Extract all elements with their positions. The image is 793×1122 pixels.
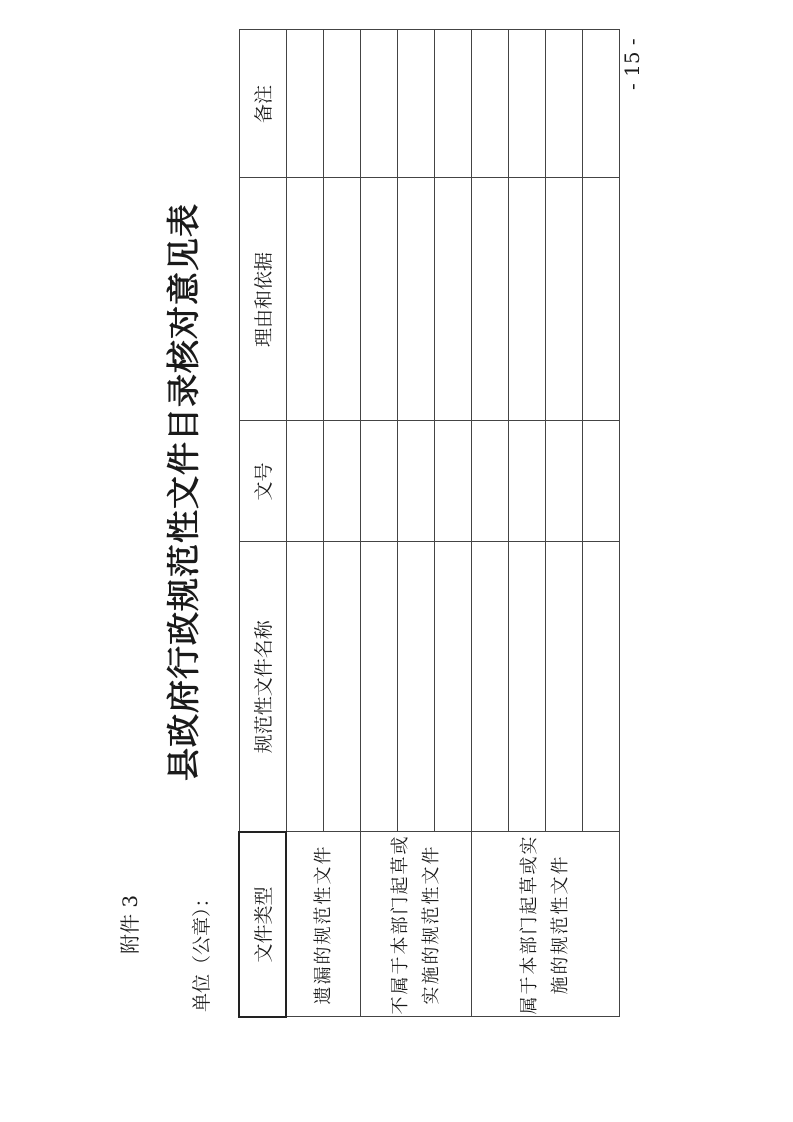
doc-number-cell[interactable] — [545, 421, 582, 542]
file-name-cell[interactable] — [323, 542, 360, 832]
file-type-cell: 遗漏的规范性文件 — [286, 832, 360, 1017]
remark-cell[interactable] — [582, 30, 619, 178]
reason-cell[interactable] — [582, 178, 619, 421]
header-reason-basis: 理由和依据 — [239, 178, 286, 421]
reason-cell[interactable] — [471, 178, 508, 421]
document-title: 县政府行政规范性文件目录核对意见表 — [164, 203, 203, 781]
file-name-cell[interactable] — [582, 542, 619, 832]
remark-cell[interactable] — [397, 30, 434, 178]
remark-cell[interactable] — [545, 30, 582, 178]
remark-cell[interactable] — [323, 30, 360, 178]
verification-table — [238, 30, 620, 1019]
attachment-label: 附件 3 — [118, 894, 142, 954]
table-row — [286, 30, 323, 1017]
doc-number-cell[interactable] — [434, 421, 471, 542]
remark-cell[interactable] — [360, 30, 397, 178]
file-name-cell[interactable] — [471, 542, 508, 832]
reason-cell[interactable] — [508, 178, 545, 421]
unit-seal-label: 单位（公章）： — [191, 888, 213, 1012]
file-name-cell[interactable] — [286, 542, 323, 832]
remark-cell[interactable] — [434, 30, 471, 178]
reason-cell[interactable] — [323, 178, 360, 421]
reason-cell[interactable] — [545, 178, 582, 421]
doc-number-cell[interactable] — [582, 421, 619, 542]
doc-number-cell[interactable] — [323, 421, 360, 542]
file-name-cell[interactable] — [434, 542, 471, 832]
file-name-cell[interactable] — [508, 542, 545, 832]
remark-cell[interactable] — [286, 30, 323, 178]
reason-cell[interactable] — [434, 178, 471, 421]
reason-cell[interactable] — [360, 178, 397, 421]
header-doc-number: 文号 — [239, 421, 286, 542]
doc-number-cell[interactable] — [397, 421, 434, 542]
remark-cell[interactable] — [471, 30, 508, 178]
reason-cell[interactable] — [286, 178, 323, 421]
table-row — [360, 30, 397, 1017]
file-name-cell[interactable] — [397, 542, 434, 832]
table-header-row — [239, 30, 286, 1017]
doc-number-cell[interactable] — [360, 421, 397, 542]
reason-cell[interactable] — [397, 178, 434, 421]
header-file-type: 文件类型 — [239, 832, 286, 1017]
doc-number-cell[interactable] — [471, 421, 508, 542]
file-type-cell: 不属于本部门起草或实施的规范性文件 — [360, 832, 471, 1017]
file-name-cell[interactable] — [360, 542, 397, 832]
header-remarks: 备注 — [239, 30, 286, 178]
table-row — [471, 30, 508, 1017]
doc-number-cell[interactable] — [286, 421, 323, 542]
file-type-cell: 属于本部门起草或实施的规范性文件 — [471, 832, 619, 1017]
file-name-cell[interactable] — [545, 542, 582, 832]
remark-cell[interactable] — [508, 30, 545, 178]
header-file-name: 规范性文件名称 — [239, 542, 286, 832]
doc-number-cell[interactable] — [508, 421, 545, 542]
page-number: - 15 - — [620, 38, 644, 90]
